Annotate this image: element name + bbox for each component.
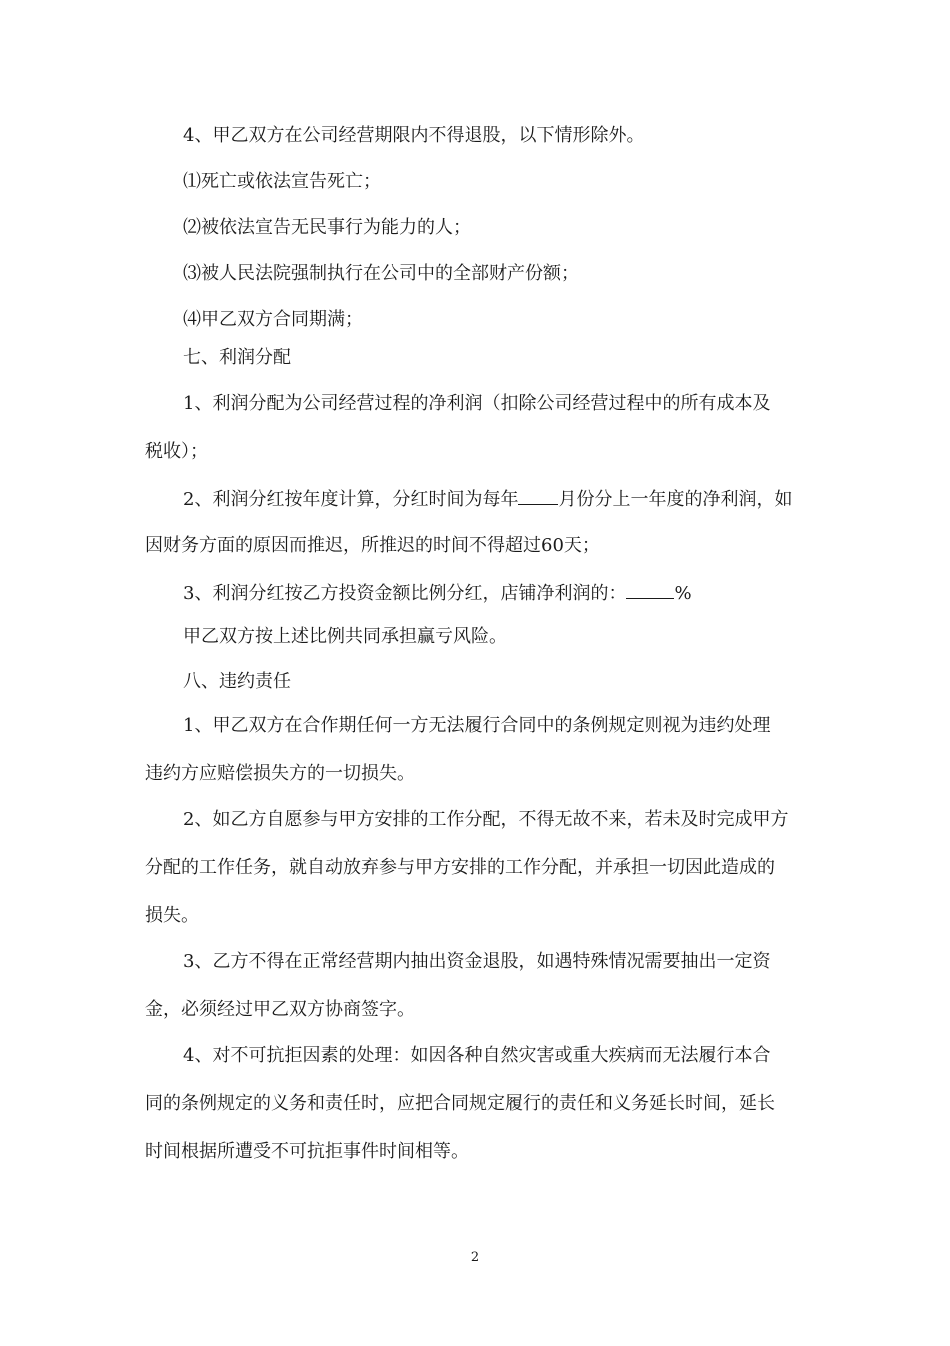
profit-timing-text-before: 2、利润分红按年度计算，分红时间为每年 xyxy=(183,489,519,510)
clause-4-withdrawal: 4、甲乙双方在公司经营期限内不得退股，以下情形除外。 xyxy=(183,125,645,146)
percentage-fill-blank xyxy=(626,580,674,599)
breach-clause-3-line-1: 3、乙方不得在正常经营期内抽出资金退股，如遇特殊情况需要抽出一定资 xyxy=(183,951,771,972)
percent-sign: % xyxy=(674,583,692,604)
breach-clause-4-line-2: 同的条例规定的义务和责任时，应把合同规定履行的责任和义务延长时间，延长 xyxy=(145,1093,775,1114)
exception-item-4: ⑷甲乙双方合同期满； xyxy=(183,309,363,330)
profit-ratio-text-before: 3、利润分红按乙方投资金额比例分红，店铺净利润的： xyxy=(183,583,627,604)
section-heading-profit-distribution: 七、利润分配 xyxy=(183,347,291,368)
risk-sharing-line: 甲乙双方按上述比例共同承担赢亏风险。 xyxy=(183,626,507,647)
profit-clause-1-line-2: 税收）； xyxy=(145,441,208,462)
breach-clause-4-line-1: 4、对不可抗拒因素的处理：如因各种自然灾害或重大疾病而无法履行本合 xyxy=(183,1045,771,1066)
section-heading-breach-liability: 八、违约责任 xyxy=(183,671,291,692)
profit-clause-2-line-2: 因财务方面的原因而推迟，所推迟的时间不得超过60天； xyxy=(145,535,600,556)
breach-clause-1-line-1: 1、甲乙双方在合作期任何一方无法履行合同中的条例规定则视为违约处理 xyxy=(183,715,771,736)
exception-item-1: ⑴死亡或依法宣告死亡； xyxy=(183,171,381,192)
profit-clause-2-line-1 xyxy=(183,486,792,512)
breach-clause-3-line-2: 金，必须经过甲乙双方协商签字。 xyxy=(145,999,415,1020)
profit-timing-text-after: 月份分上一年度的净利润，如 xyxy=(558,489,793,510)
breach-clause-1-line-2: 违约方应赔偿损失方的一切损失。 xyxy=(145,763,415,784)
exception-item-2: ⑵被依法宣告无民事行为能力的人； xyxy=(183,217,471,238)
breach-clause-4-line-3: 时间根据所遭受不可抗拒事件时间相等。 xyxy=(145,1141,469,1162)
profit-clause-1-line-1: 1、利润分配为公司经营过程的净利润（扣除公司经营过程中的所有成本及 xyxy=(183,393,771,414)
exception-item-3: ⑶被人民法院强制执行在公司中的全部财产份额； xyxy=(183,263,579,284)
page-number: 2 xyxy=(470,1250,480,1265)
breach-clause-2-line-2: 分配的工作任务，就自动放弃参与甲方安排的工作分配，并承担一切因此造成的 xyxy=(145,857,775,878)
breach-clause-2-line-1: 2、如乙方自愿参与甲方安排的工作分配，不得无故不来，若未及时完成甲方 xyxy=(183,809,789,830)
profit-clause-3 xyxy=(183,580,692,606)
month-fill-blank xyxy=(518,486,558,505)
breach-clause-2-line-3: 损失。 xyxy=(145,905,199,926)
